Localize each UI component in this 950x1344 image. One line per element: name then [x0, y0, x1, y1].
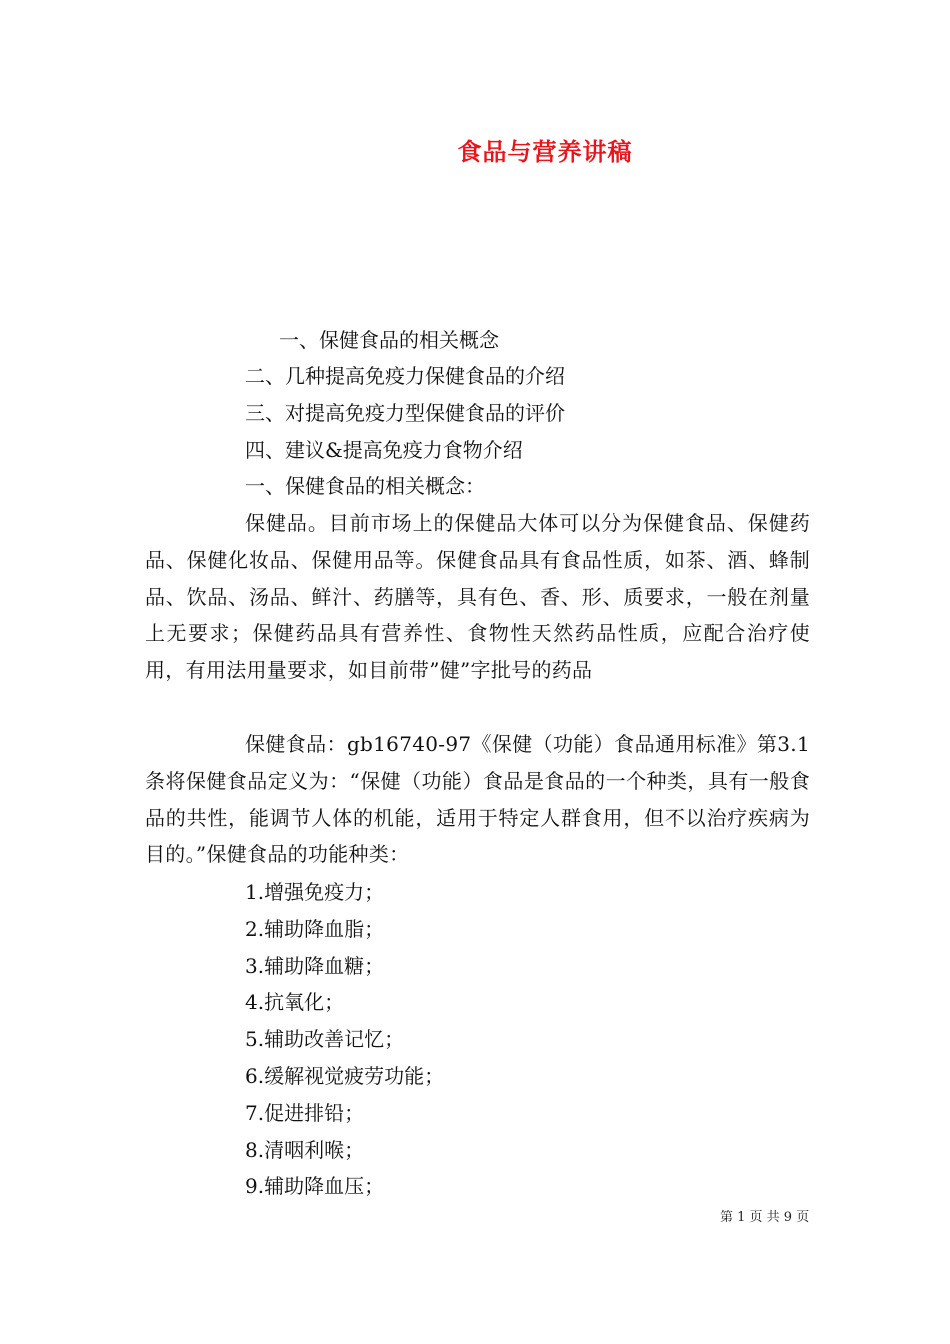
- list-item: 2.辅助降血脂；: [245, 916, 385, 941]
- toc-item-4: 四、建议&提高免疫力食物介绍: [245, 438, 523, 462]
- list-item: 6.缓解视觉疲劳功能；: [245, 1063, 445, 1088]
- section-heading: 一、保健食品的相关概念：: [245, 474, 485, 498]
- paragraph-health-food-definition: 保健食品：gb16740-97《保健（功能）食品通用标准》第3.1条将保健食品定义为：“保健（功能）食品是食品的一个种类，具有一般食品的共性，能调节人体的机能，适用于特定人群食用，但不以治疗疾病为目的。”保健食品的功能种类：: [145, 732, 810, 867]
- toc-item-2: 二、几种提高免疫力保健食品的介绍: [245, 364, 565, 388]
- list-item: 5.辅助改善记忆；: [245, 1027, 405, 1052]
- page-footer: 第 1 页 共 9 页: [720, 1210, 810, 1225]
- function-list: [245, 874, 444, 1205]
- toc-item-1: 一、保健食品的相关概念: [279, 328, 499, 352]
- list-item: 1.增强免疫力；: [245, 880, 385, 904]
- list-item: 8.清咽利喉；: [245, 1137, 365, 1162]
- paragraph-health-products: 保健品。目前市场上的保健品大体可以分为保健食品、保健药品、保健化妆品、保健用品等。保健食品具有食品性质，如茶、酒、蜂制品、饮品、汤品、鲜汁、药膳等，具有色、香、形、质要求，一般在剂量上无要求；保健药品具有营养性、食物性天然药品性质，应配合治疗使用，有用法用量要求，如目前带”健”字批号的药品: [145, 511, 810, 683]
- list-item: 4.抗氧化；: [245, 990, 345, 1015]
- document-title: 食品与营养讲稿: [457, 138, 633, 166]
- list-item: 3.辅助降血糖；: [245, 953, 385, 978]
- list-item: 9.辅助降血压；: [245, 1174, 385, 1199]
- list-item: 7.促进排铅；: [245, 1100, 365, 1125]
- toc-item-3: 三、对提高免疫力型保健食品的评价: [245, 401, 565, 425]
